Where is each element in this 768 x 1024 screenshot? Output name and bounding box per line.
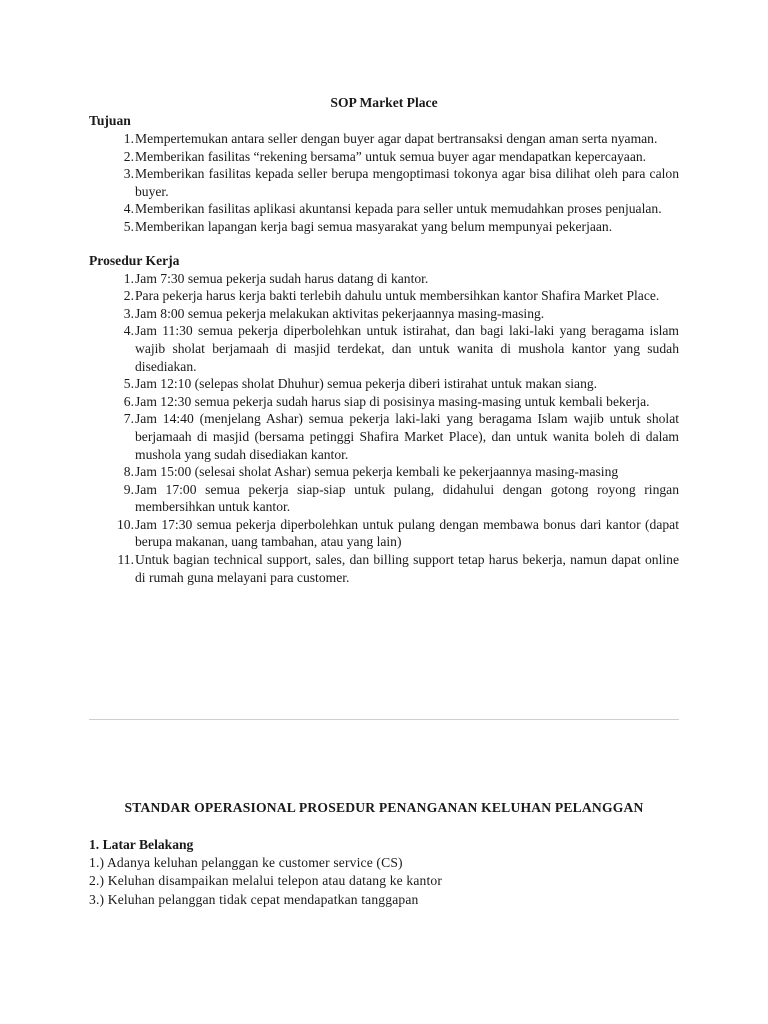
list-item: 5 . Jam 12:10 (selepas sholat Dhuhur) semua pekerja diberi istirahat untuk makan siang. [89, 375, 679, 393]
list-item: 2 . Memberikan fasilitas “rekening bersama” untuk semua buyer agar mendapatkan kepercayaan. [89, 148, 679, 166]
keluhan-pelanggan-section [89, 799, 679, 909]
page-divider [89, 719, 679, 720]
list-item: 2 . Para pekerja harus kerja bakti terlebih dahulu untuk membersihkan kantor Shafira Market Place. [89, 287, 679, 305]
latar-belakang-heading: 1. Latar Belakang [89, 837, 194, 852]
list-item: 4 . Jam 11:30 semua pekerja diperbolehkan untuk istirahat, dan bagi laki-laki yang beragama islam wajib sholat berjamaah di masjid terdekat, dan untuk wanita di mushola kantor yang sudah disediakan. [89, 322, 679, 375]
list-item: 9 . Jam 17:00 semua pekerja siap-siap untuk pulang, didahului dengan gotong royong ringan membersihkan untuk kantor. [89, 481, 679, 516]
prosedur-kerja-heading: Prosedur Kerja [89, 252, 180, 268]
document-title: SOP Market Place [330, 95, 438, 110]
list-item: 10 . Jam 17:30 semua pekerja diperbolehkan untuk pulang dengan membawa bonus dari kantor (dapat berupa makanan, uang tambahan, atau yang lain) [89, 516, 679, 551]
list-item: 1 . Mempertemukan antara seller dengan buyer agar dapat bertransaksi dengan aman serta nyaman. [89, 130, 679, 148]
tujuan-list [89, 130, 679, 236]
latar-line: 2.) Keluhan disampaikan melalui telepon atau datang ke kantor [89, 873, 443, 889]
list-item: 8 . Jam 15:00 (selesai sholat Ashar) semua pekerja kembali ke pekerjaannya masing-masing [89, 463, 679, 481]
list-item: 7 . Jam 14:40 (menjelang Ashar) semua pekerja laki-laki yang beragama Islam wajib untuk sholat berjamaah di masjid (bersama petinggi Shafira Market Place), dan untuk wanita boleh di dalam mushola yang sudah disediakan kantor. [89, 410, 679, 463]
latar-line: 1.) Adanya keluhan pelanggan ke customer service (CS) [89, 855, 403, 870]
list-item: 3 . Memberikan fasilitas kepada seller berupa mengoptimasi tokonya agar bisa dilihat oleh para calon buyer. [89, 165, 679, 200]
list-item: 6 . Jam 12:30 semua pekerja sudah harus siap di posisinya masing-masing untuk kembali bekerja. [89, 393, 679, 411]
list-item: 11 . Untuk bagian technical support, sales, dan billing support tetap harus bekerja, namun dapat online di rumah guna melayani para customer. [89, 551, 679, 586]
sop-market-place-section [89, 94, 679, 586]
list-item: 3 . Jam 8:00 semua pekerja melakukan aktivitas pekerjaannya masing-masing. [89, 305, 679, 323]
list-item: 1 . Jam 7:30 semua pekerja sudah harus datang di kantor. [89, 270, 679, 288]
section-title: STANDAR OPERASIONAL PROSEDUR PENANGANAN KELUHAN PELANGGAN [124, 800, 644, 815]
list-item: 5 . Memberikan lapangan kerja bagi semua masyarakat yang belum mempunyai pekerjaan. [89, 218, 679, 236]
tujuan-heading: Tujuan [89, 113, 131, 128]
prosedur-kerja-list [89, 270, 679, 587]
list-item: 4 . Memberikan fasilitas aplikasi akuntansi kepada para seller untuk memudahkan proses penjualan. [89, 200, 679, 218]
latar-line: 3.) Keluhan pelanggan tidak cepat mendapatkan tanggapan [89, 891, 419, 907]
